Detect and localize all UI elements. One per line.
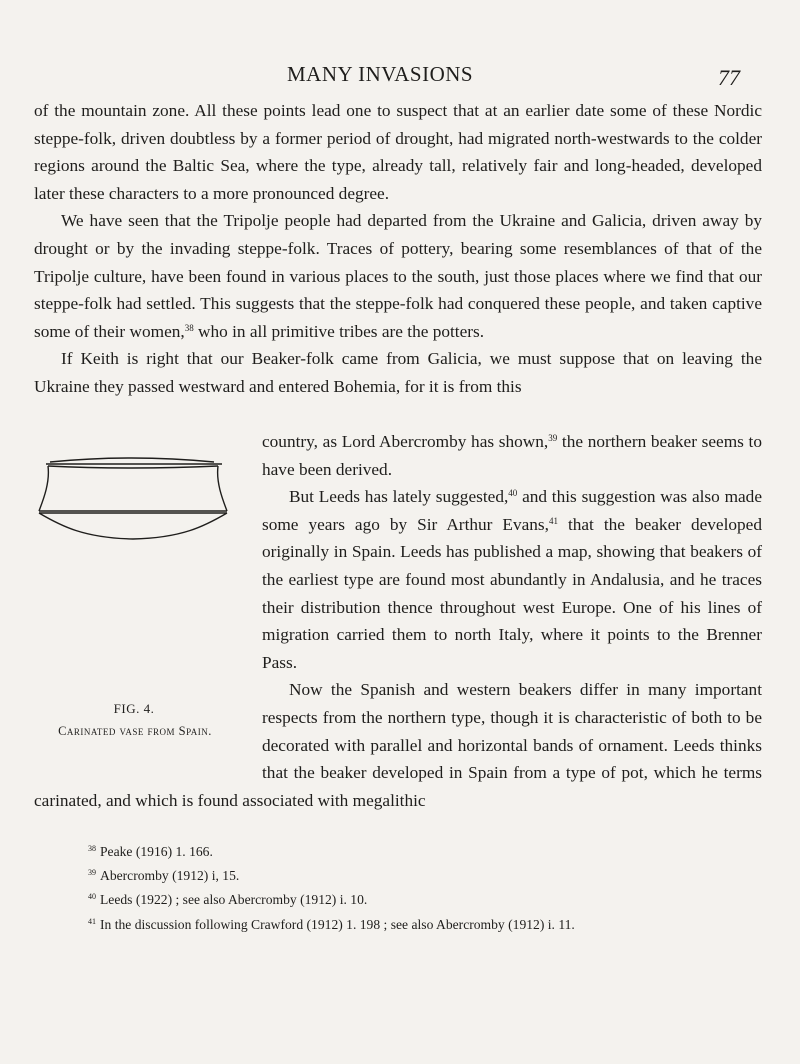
footnote-39: [88, 864, 768, 888]
footnote-number: 39: [88, 868, 96, 878]
paragraph-3-end: the northern beaker seems to have been derived.: [262, 432, 762, 479]
footnote-text: Leeds (1922) ; see also Abercromby (1912) i. 10.: [100, 892, 368, 908]
figure-caption: Carinated vase from Spain.: [58, 724, 212, 738]
footnote-number: 40: [88, 892, 96, 902]
footnote-text: In the discussion following Crawford (1912) 1. 198 ; see also Abercromby (1912) i. 11.: [100, 916, 575, 932]
paragraph-4-text-b: and this suggestion was also made some years ago by Sir Arthur Evans,: [262, 487, 762, 534]
paragraph-2-text: We have seen that the Tripolje people had departed from the Ukraine and Galicia, driven away by drought or by the invading steppe-folk. Traces of pottery, bearing some resemblances of that of the Tripolje culture, have been found in various places to the south, just those places where we find that our steppe-folk had settled. This suggests that the steppe-folk had conquered these people, and taken captive some of their women,: [34, 211, 762, 341]
footnote-number: 41: [88, 916, 96, 926]
footnote-ref-41: 41: [548, 515, 558, 526]
footnote-ref-40: 40: [508, 488, 518, 499]
paragraph-3-lead: If Keith is right that our Beaker-folk came from Galicia, we must suppose that on leaving the Ukraine they passed westward and entered Bohemia, for it is from this: [34, 349, 762, 396]
page-header: [0, 62, 800, 90]
footnote-text: Peake (1916) 1. 166.: [100, 844, 213, 859]
paragraph-5: Now the Spanish and western beakers differ in many important respects from the northern type, though it is characteristic of both to be decorated with parallel and horizontal bands of ornament. Leeds thinks that the beaker developed in Spain from a type of pot, which he terms carinated, and which is found associated with megalithic: [34, 680, 762, 810]
paragraph-4-text-c: that the beaker developed originally in Spain. Leeds has published a map, showing that beakers of the earliest type are found most abundantly in Andalusia, and he traces their distribution thence throughout west Europe. One of his lines of migration carried them to north Italy, where it points to the Brenner Pass.: [262, 514, 762, 672]
page-number: 77: [718, 65, 740, 90]
paragraph-2-end: who in all primitive tribes are the potters.: [193, 321, 485, 341]
paragraph-4-text-a: But Leeds has lately suggested,: [289, 487, 509, 507]
carinated-vase-drawing: [36, 456, 230, 540]
paragraph-2: [34, 207, 762, 345]
figure-4: [34, 428, 234, 765]
footnotes: [88, 840, 768, 937]
footnote-ref-39: 39: [548, 433, 558, 443]
footnote-38: [88, 840, 768, 864]
footnote-text: Abercromby (1912) i, 15.: [100, 868, 240, 884]
footnote-number: 38: [88, 844, 96, 853]
paragraph-1: of the mountain zone. All these points lead one to suspect that at an earlier date some of these Nordic steppe-folk, driven doubtless by a former period of drought, had migrated north-westwards to the colder regions around the Baltic Sea, where the type, already tall, relatively fair and long-headed, developed later these characters to a more pronounced degree.: [34, 101, 762, 203]
body-text-top: [34, 97, 762, 401]
running-head: MANY INVASIONS: [287, 62, 474, 86]
footnote-40: [88, 888, 768, 912]
body-text-bottom: [34, 428, 762, 814]
footnote-41: [88, 913, 768, 937]
paragraph-3-text: country, as Lord Abercromby has shown,: [262, 432, 549, 451]
footnote-ref-38: 38: [184, 322, 194, 333]
figure-label: FIG. 4.: [113, 701, 155, 716]
